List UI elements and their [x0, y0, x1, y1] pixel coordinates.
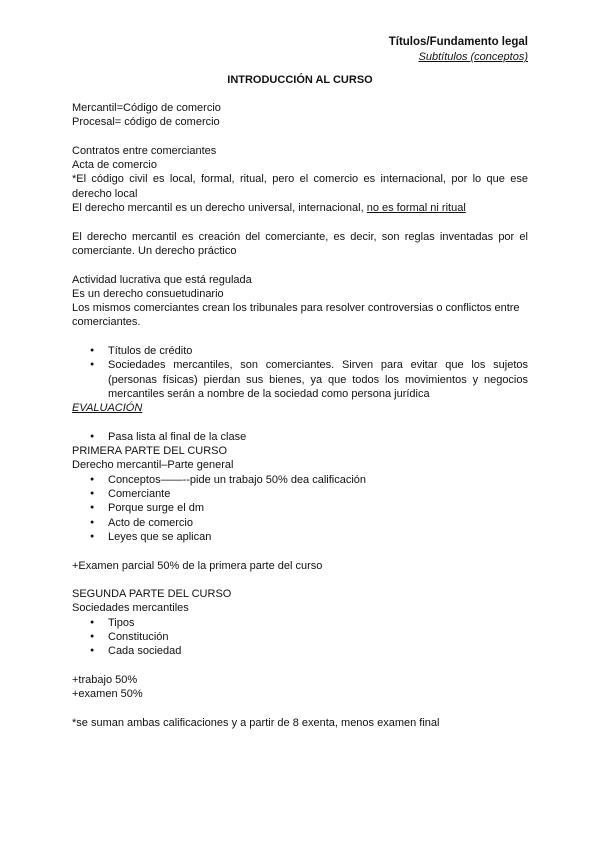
paragraph: Es un derecho consuetudinario	[72, 287, 224, 300]
paragraph: *se suman ambas calificaciones y a partir de 8 exenta, menos examen final	[72, 716, 440, 729]
list-item: ● Constitución	[72, 630, 528, 644]
paragraph: Los mismos comerciantes crean los tribunales para resolver controversias o conflictos entre comerciantes.	[72, 302, 520, 329]
underlined-text: no es formal ni ritual	[366, 202, 466, 215]
list-item: ● Sociedades mercantiles, son comerciantes. Sirven para evitar que los sujetos (personas físicas) pierdan sus bienes, ya que todos los movimientos y negocios mercantiles serán a nombre de la sociedad como persona jurídica	[72, 358, 528, 401]
list-item: ● Porque surge el dm	[72, 501, 528, 515]
header-subtitle: Subtítulos (conceptos)	[418, 51, 528, 63]
list-item: ● Títulos de crédito	[72, 344, 528, 358]
list-item: ● Conceptos——--pide un trabajo 50% dea calificación	[72, 473, 528, 487]
list-item: ● Leyes que se aplican	[72, 530, 528, 544]
section-title: PRIMERA PARTE DEL CURSO	[72, 445, 228, 458]
paragraph: +Examen parcial 50% de la primera parte del curso	[72, 559, 323, 572]
paragraph: El derecho mercantil es creación del comerciante, es decir, son reglas inventadas por el comerciante. Un derecho práctico	[72, 230, 528, 257]
paragraph: +trabajo 50%	[72, 673, 138, 686]
paragraph: Acta de comercio	[72, 159, 157, 172]
header-title: Títulos/Fundamento legal	[388, 36, 528, 48]
paragraph: Procesal= código de comercio	[72, 116, 220, 129]
document-body	[72, 101, 528, 730]
section-title: SEGUNDA PARTE DEL CURSO	[72, 588, 232, 601]
list-item: ● Acto de comercio	[72, 516, 528, 530]
paragraph: +examen 50%	[72, 688, 143, 701]
paragraph: *El código civil es local, formal, ritual, pero el comercio es internacional, por lo que ese derecho local	[72, 173, 528, 200]
paragraph-text: El derecho mercantil es un derecho universal, internacional,	[72, 202, 367, 215]
list-item: ● Cada sociedad	[72, 644, 528, 658]
paragraph	[72, 201, 528, 215]
bullet-list	[72, 430, 528, 444]
paragraph: Mercantil=Código de comercio	[72, 102, 221, 114]
list-item: ● Pasa lista al final de la clase	[72, 430, 528, 444]
bullet-list	[72, 344, 528, 401]
paragraph: Contratos entre comerciantes	[72, 144, 217, 157]
list-item: ● Tipos	[72, 616, 528, 630]
evaluation-heading: EVALUACIÓN	[72, 402, 143, 415]
paragraph: Actividad lucrativa que está regulada	[72, 273, 252, 286]
document-title: INTRODUCCIÓN AL CURSO	[227, 74, 373, 86]
list-item: ● Comerciante	[72, 487, 528, 501]
section-subtitle: Sociedades mercantiles	[72, 602, 189, 615]
bullet-list	[72, 473, 528, 544]
section-subtitle: Derecho mercantil–Parte general	[72, 459, 234, 472]
bullet-list	[72, 616, 528, 659]
